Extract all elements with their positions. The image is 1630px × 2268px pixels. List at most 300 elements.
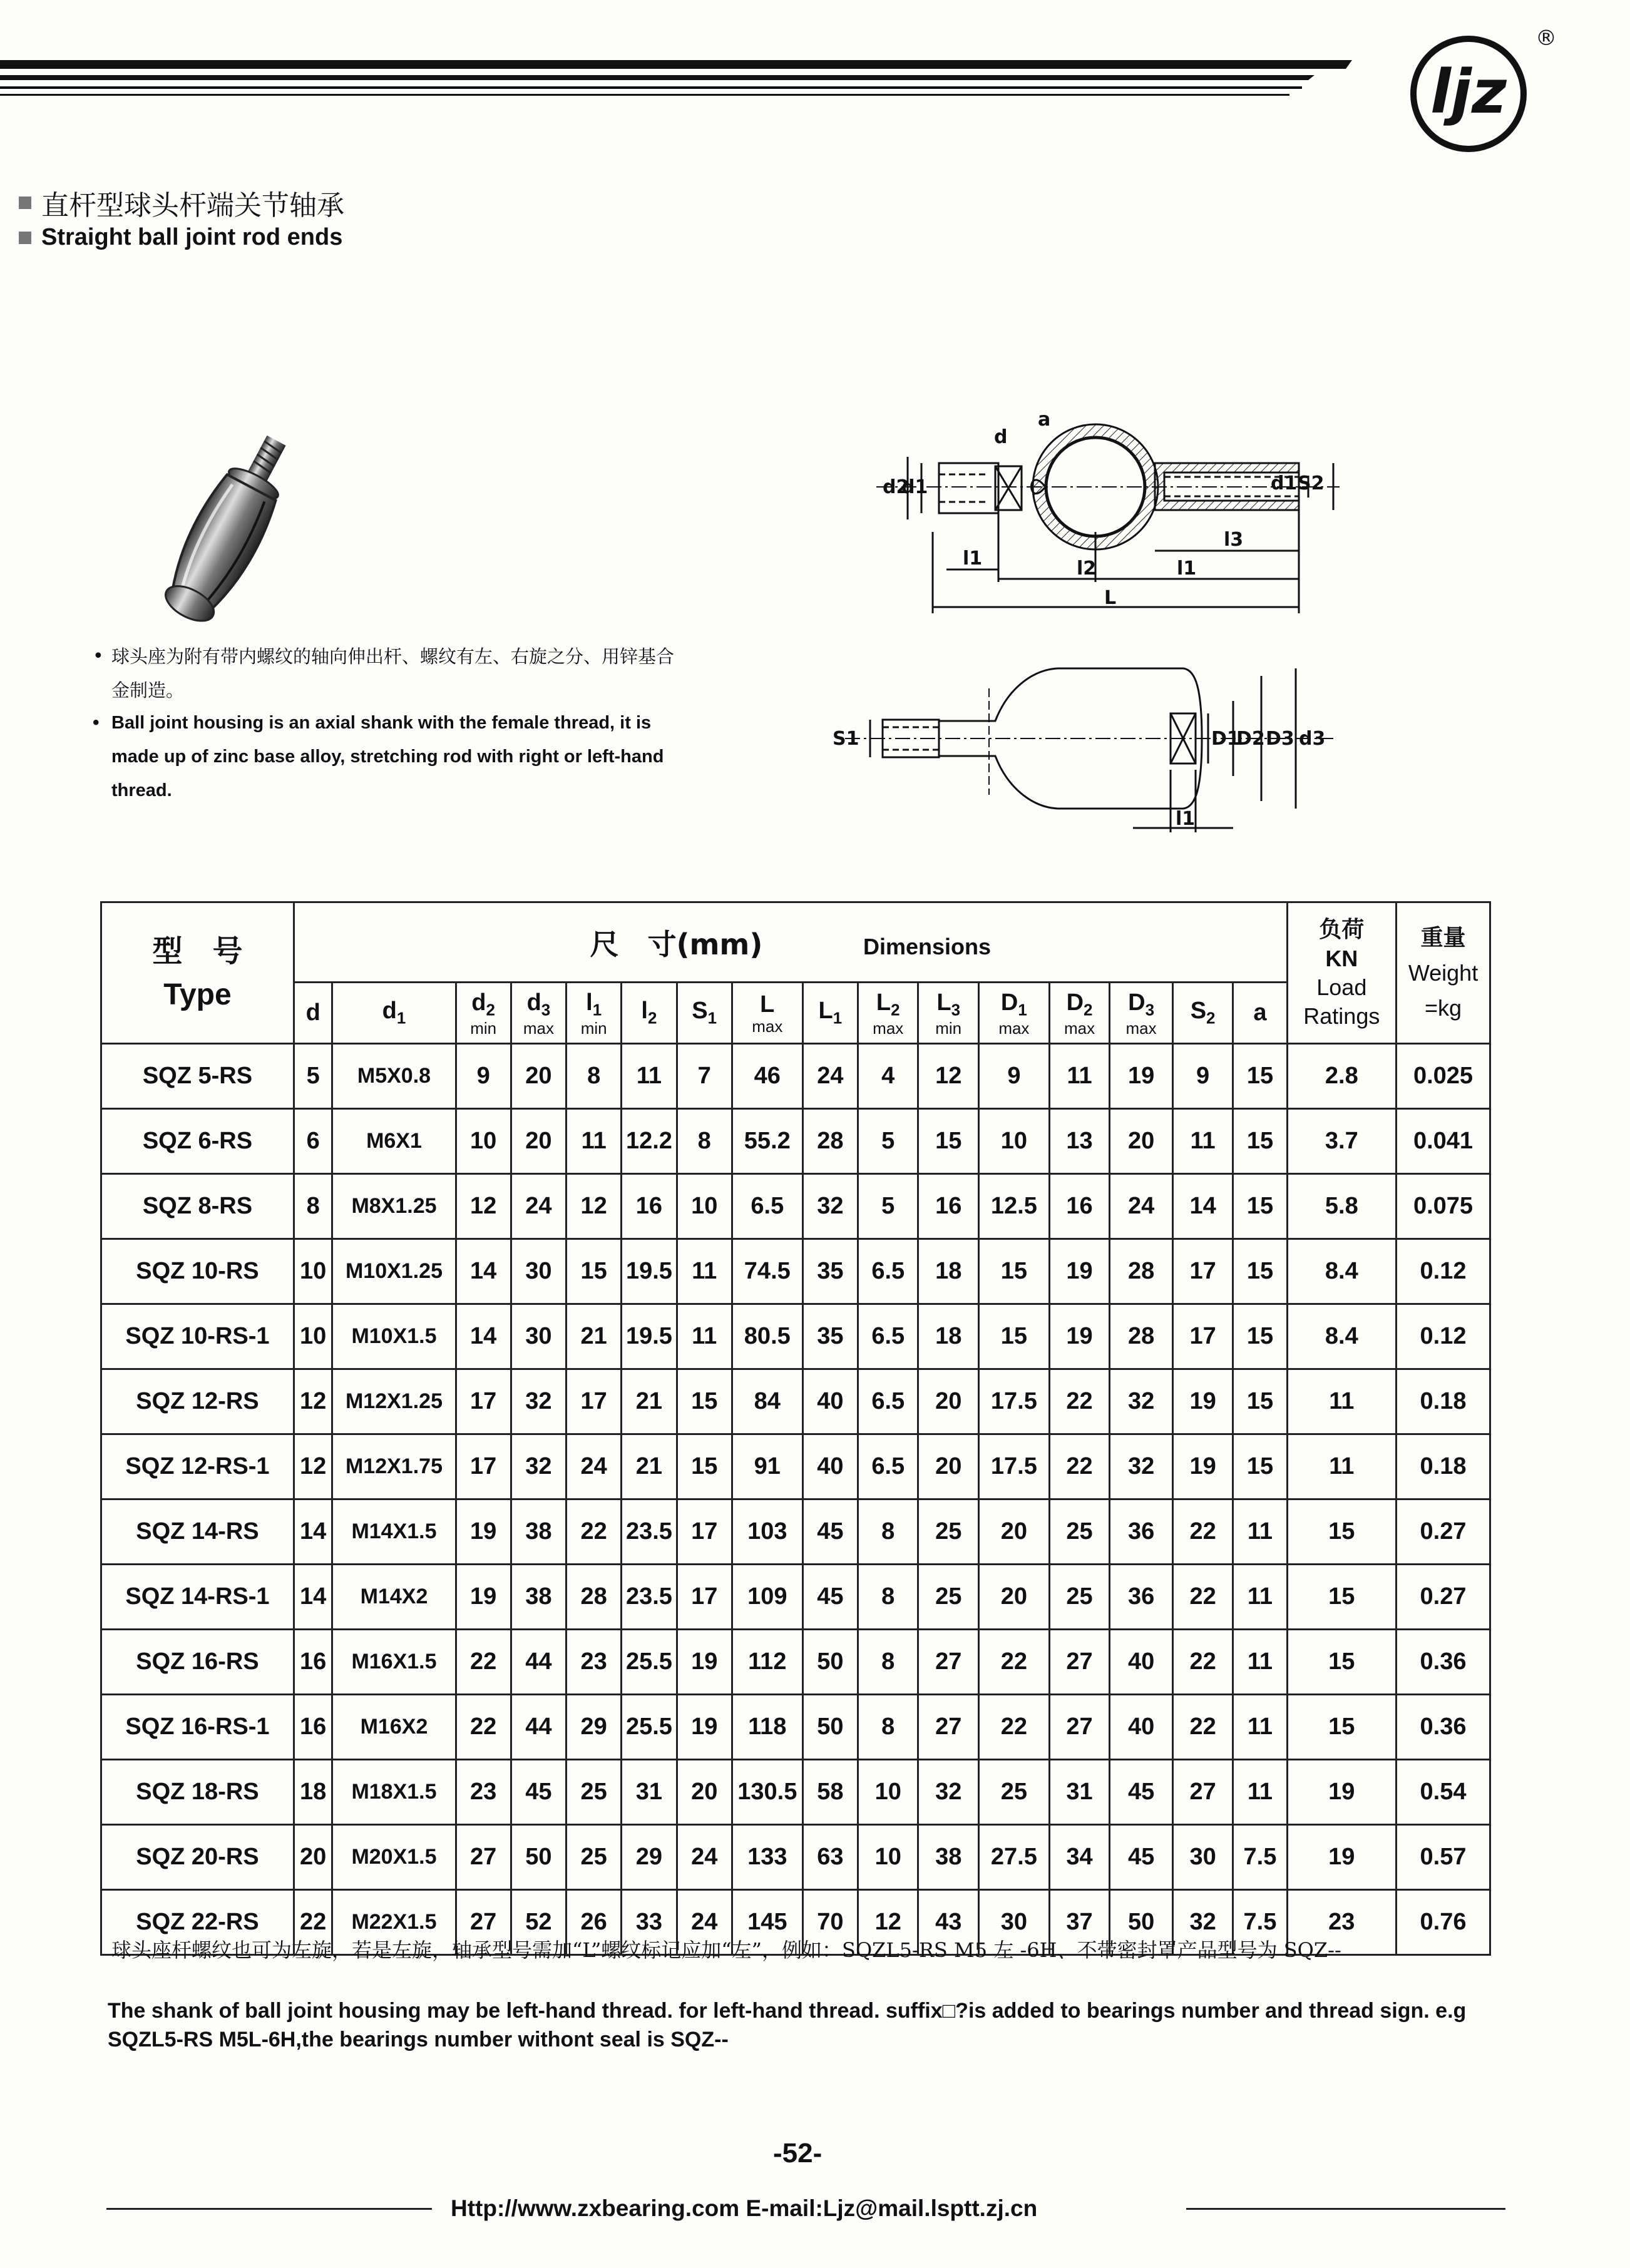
column-header-limit: min: [580, 1018, 607, 1038]
value-cell: 0.041: [1397, 1109, 1490, 1174]
value-cell: 17.5: [978, 1434, 1049, 1499]
value-cell: 40: [1110, 1630, 1173, 1695]
value-cell: 23: [456, 1760, 511, 1825]
value-cell: M14X1.5: [332, 1499, 456, 1565]
bullet-dot: •: [93, 645, 104, 667]
value-cell: 30: [1172, 1825, 1233, 1890]
value-cell: 19: [677, 1630, 732, 1695]
value-cell: 14: [294, 1499, 332, 1565]
table-row: [101, 1174, 1490, 1239]
value-cell: 25: [918, 1565, 978, 1630]
dimensions-header: [294, 902, 1287, 983]
value-cell: 15: [1233, 1109, 1287, 1174]
value-cell: 29: [622, 1825, 677, 1890]
weight-header-en: Weight: [1408, 959, 1479, 986]
value-cell: 0.18: [1397, 1369, 1490, 1434]
value-cell: 25: [566, 1760, 622, 1825]
column-header: [1233, 983, 1287, 1044]
value-cell: 19: [456, 1499, 511, 1565]
column-header-limit: min: [470, 1018, 497, 1038]
value-cell: 11: [1049, 1044, 1109, 1109]
value-cell: 8.4: [1287, 1304, 1396, 1369]
value-cell: 20: [1110, 1109, 1173, 1174]
value-cell: 32: [511, 1434, 566, 1499]
value-cell: 46: [732, 1044, 802, 1109]
column-header-limit: max: [523, 1018, 554, 1038]
value-cell: 5: [858, 1174, 918, 1239]
value-cell: 26: [566, 1890, 622, 1955]
value-cell: 22: [456, 1630, 511, 1695]
column-header: [978, 983, 1049, 1044]
page-number: -52-: [773, 2138, 823, 2168]
type-cell: SQZ 8-RS: [101, 1174, 294, 1239]
value-cell: 17: [566, 1369, 622, 1434]
column-header-symbol: a: [1253, 999, 1267, 1026]
value-cell: 80.5: [732, 1304, 802, 1369]
value-cell: M20X1.5: [332, 1825, 456, 1890]
value-cell: 21: [622, 1434, 677, 1499]
value-cell: 35: [802, 1304, 858, 1369]
load-header-cn: 负荷: [1319, 916, 1365, 942]
value-cell: 19: [1049, 1304, 1109, 1369]
load-header: [1287, 902, 1396, 1044]
value-cell: 20: [511, 1044, 566, 1109]
table-row: [101, 1695, 1490, 1760]
value-cell: 6: [294, 1109, 332, 1174]
value-cell: 17: [456, 1369, 511, 1434]
weight-header-unit: =kg: [1425, 994, 1462, 1021]
value-cell: 11: [1233, 1760, 1287, 1825]
value-cell: 40: [802, 1369, 858, 1434]
value-cell: 15: [1287, 1630, 1396, 1695]
description-en-text: Ball joint housing is an axial shank with the female thread, it is made up of zinc base alloy, stretching rod with right or left-hand thread.: [111, 713, 664, 800]
value-cell: 25: [1049, 1565, 1109, 1630]
value-cell: 50: [802, 1630, 858, 1695]
column-header-subscript: 1: [1018, 1000, 1027, 1019]
column-header-symbol: S: [1190, 998, 1207, 1024]
value-cell: 23.5: [622, 1499, 677, 1565]
value-cell: M16X1.5: [332, 1630, 456, 1695]
value-cell: M6X1: [332, 1109, 456, 1174]
value-cell: 22: [978, 1695, 1049, 1760]
drawing-label: D3: [1266, 728, 1294, 750]
value-cell: 0.76: [1397, 1890, 1490, 1955]
value-cell: 109: [732, 1565, 802, 1630]
column-header-subscript: 1: [396, 1008, 406, 1028]
value-cell: 9: [1172, 1044, 1233, 1109]
value-cell: 19: [1049, 1239, 1109, 1304]
value-cell: 28: [566, 1565, 622, 1630]
type-cell: SQZ 10-RS-1: [101, 1304, 294, 1369]
value-cell: 24: [511, 1174, 566, 1239]
column-header-symbol: d: [382, 998, 397, 1024]
column-header-symbol: l: [641, 998, 648, 1024]
value-cell: 13: [1049, 1109, 1109, 1174]
value-cell: 24: [1110, 1174, 1173, 1239]
value-cell: 38: [511, 1499, 566, 1565]
value-cell: 133: [732, 1825, 802, 1890]
registered-mark: ®: [1535, 26, 1557, 51]
value-cell: 8: [858, 1695, 918, 1760]
value-cell: 63: [802, 1825, 858, 1890]
value-cell: 30: [978, 1890, 1049, 1955]
value-cell: 45: [802, 1499, 858, 1565]
table-row: [101, 1109, 1490, 1174]
value-cell: 11: [566, 1109, 622, 1174]
bullet-dot: •: [93, 712, 100, 733]
value-cell: 91: [732, 1434, 802, 1499]
column-header: [918, 983, 978, 1044]
value-cell: 15: [1287, 1695, 1396, 1760]
value-cell: 22: [566, 1499, 622, 1565]
value-cell: 0.12: [1397, 1304, 1490, 1369]
column-header: [732, 983, 802, 1044]
value-cell: 32: [802, 1174, 858, 1239]
value-cell: 34: [1049, 1825, 1109, 1890]
value-cell: 16: [294, 1695, 332, 1760]
value-cell: 15: [918, 1109, 978, 1174]
value-cell: 24: [802, 1044, 858, 1109]
value-cell: 20: [677, 1760, 732, 1825]
column-header: [677, 983, 732, 1044]
table-row: [101, 1239, 1490, 1304]
value-cell: 16: [918, 1174, 978, 1239]
value-cell: 0.025: [1397, 1044, 1490, 1109]
value-cell: 6.5: [858, 1239, 918, 1304]
value-cell: 11: [1172, 1109, 1233, 1174]
value-cell: 22: [1172, 1630, 1233, 1695]
type-cell: SQZ 5-RS: [101, 1044, 294, 1109]
value-cell: 5: [294, 1044, 332, 1109]
table-row: [101, 1760, 1490, 1825]
drawing-label: l1: [1177, 558, 1197, 580]
title-cn-text: 直杆型球头杆端关节轴承: [41, 190, 344, 222]
specification-rows: [101, 1044, 1490, 1955]
value-cell: 3.7: [1287, 1109, 1396, 1174]
type-cell: SQZ 14-RS-1: [101, 1565, 294, 1630]
value-cell: 19.5: [622, 1304, 677, 1369]
value-cell: 25.5: [622, 1695, 677, 1760]
value-cell: 16: [622, 1174, 677, 1239]
value-cell: 0.075: [1397, 1174, 1490, 1239]
value-cell: 25: [566, 1825, 622, 1890]
value-cell: 45: [511, 1760, 566, 1825]
value-cell: 20: [918, 1369, 978, 1434]
table-row: [101, 1434, 1490, 1499]
value-cell: 17: [1172, 1239, 1233, 1304]
column-header-symbol: d: [305, 999, 320, 1026]
value-cell: 25: [918, 1499, 978, 1565]
column-header-subscript: 1: [707, 1008, 717, 1028]
column-header-limit: min: [935, 1018, 962, 1038]
footer-rule-left: [106, 2208, 432, 2210]
value-cell: 14: [1172, 1174, 1233, 1239]
value-cell: 11: [1233, 1695, 1287, 1760]
value-cell: 15: [978, 1239, 1049, 1304]
column-header: [294, 983, 332, 1044]
value-cell: 8: [294, 1174, 332, 1239]
value-cell: 5: [858, 1109, 918, 1174]
logo-text: ljz: [1430, 57, 1507, 127]
footnote-chinese: 球头座杆螺纹也可为左旋，若是左旋，轴承型号需加“L”螺纹标记应加“左”，例如：SQZL5-RS M5 左 -6H、不带密封罩产品型号为 SQZ--: [111, 1938, 1341, 1962]
value-cell: 14: [294, 1565, 332, 1630]
value-cell: 6.5: [858, 1304, 918, 1369]
value-cell: M12X1.25: [332, 1369, 456, 1434]
value-cell: 24: [677, 1825, 732, 1890]
title-bullet-square: [19, 232, 31, 244]
value-cell: 22: [294, 1890, 332, 1955]
value-cell: M14X2: [332, 1565, 456, 1630]
drawing-label: d1: [1271, 472, 1298, 494]
drawing-label: d: [994, 426, 1008, 448]
column-header: [1049, 983, 1109, 1044]
type-cell: SQZ 12-RS-1: [101, 1434, 294, 1499]
value-cell: 50: [1110, 1890, 1173, 1955]
value-cell: 0.36: [1397, 1695, 1490, 1760]
value-cell: 23: [1287, 1890, 1396, 1955]
value-cell: 11: [1287, 1434, 1396, 1499]
value-cell: 7.5: [1233, 1890, 1287, 1955]
value-cell: 28: [802, 1109, 858, 1174]
value-cell: 44: [511, 1695, 566, 1760]
drawing-label: l3: [1224, 529, 1244, 551]
value-cell: 74.5: [732, 1239, 802, 1304]
column-header-limit: max: [1125, 1018, 1157, 1038]
value-cell: 145: [732, 1890, 802, 1955]
value-cell: M10X1.25: [332, 1239, 456, 1304]
drawing-label: S1: [833, 728, 859, 750]
value-cell: 24: [677, 1890, 732, 1955]
value-cell: 19: [677, 1695, 732, 1760]
column-header-subscript: 1: [833, 1008, 843, 1028]
value-cell: 17: [1172, 1304, 1233, 1369]
value-cell: 27: [456, 1890, 511, 1955]
value-cell: 6.5: [732, 1174, 802, 1239]
value-cell: 22: [978, 1630, 1049, 1695]
column-header-limit: max: [752, 1017, 783, 1036]
value-cell: 11: [677, 1304, 732, 1369]
value-cell: 17: [456, 1434, 511, 1499]
value-cell: 52: [511, 1890, 566, 1955]
column-header: [511, 983, 566, 1044]
value-cell: 7.5: [1233, 1825, 1287, 1890]
column-header-symbol: d: [526, 989, 541, 1016]
value-cell: 31: [622, 1760, 677, 1825]
value-cell: 15: [1233, 1369, 1287, 1434]
value-cell: 28: [1110, 1304, 1173, 1369]
value-cell: 25: [978, 1760, 1049, 1825]
value-cell: 15: [677, 1369, 732, 1434]
value-cell: 0.12: [1397, 1239, 1490, 1304]
type-header-en: Type: [163, 978, 232, 1011]
value-cell: 12: [456, 1174, 511, 1239]
value-cell: 27: [918, 1695, 978, 1760]
value-cell: 12: [858, 1890, 918, 1955]
type-cell: SQZ 12-RS: [101, 1369, 294, 1434]
value-cell: 20: [294, 1825, 332, 1890]
value-cell: 25.5: [622, 1630, 677, 1695]
value-cell: 9: [456, 1044, 511, 1109]
value-cell: 32: [1172, 1890, 1233, 1955]
weight-header-cn: 重量: [1420, 924, 1466, 951]
type-cell: SQZ 16-RS-1: [101, 1695, 294, 1760]
drawing-label: d3: [1299, 728, 1326, 750]
value-cell: 32: [918, 1760, 978, 1825]
column-header-symbol: D: [1066, 989, 1084, 1016]
column-header: [858, 983, 918, 1044]
weight-header: [1397, 902, 1490, 1044]
value-cell: 22: [456, 1695, 511, 1760]
value-cell: 15: [1287, 1499, 1396, 1565]
drawing-label: d2: [883, 476, 910, 498]
table-row: [101, 1369, 1490, 1434]
value-cell: 84: [732, 1369, 802, 1434]
column-header: [566, 983, 622, 1044]
value-cell: 23: [566, 1630, 622, 1695]
drawing-label: L: [1104, 587, 1117, 609]
dimensions-header-cn: 尺 寸(mm): [590, 927, 763, 961]
specification-table: [100, 901, 1491, 1956]
column-header-subscript: 2: [1084, 1000, 1093, 1019]
value-cell: M18X1.5: [332, 1760, 456, 1825]
column-header-symbol: L: [936, 989, 951, 1016]
value-cell: 44: [511, 1630, 566, 1695]
value-cell: 38: [511, 1565, 566, 1630]
value-cell: 27.5: [978, 1825, 1049, 1890]
value-cell: 112: [732, 1630, 802, 1695]
value-cell: 12: [294, 1434, 332, 1499]
technical-drawing-section: [839, 407, 1352, 632]
value-cell: 10: [858, 1760, 918, 1825]
dimensions-header-en: Dimensions: [863, 933, 991, 959]
value-cell: 43: [918, 1890, 978, 1955]
table-row: [101, 1304, 1490, 1369]
value-cell: M8X1.25: [332, 1174, 456, 1239]
value-cell: 103: [732, 1499, 802, 1565]
value-cell: 27: [1049, 1630, 1109, 1695]
value-cell: 0.36: [1397, 1630, 1490, 1695]
column-header-symbol: L: [818, 998, 833, 1024]
value-cell: 23.5: [622, 1565, 677, 1630]
value-cell: 45: [1110, 1825, 1173, 1890]
value-cell: 12.2: [622, 1109, 677, 1174]
column-header-symbol: L: [876, 989, 891, 1016]
table-row: [101, 1499, 1490, 1565]
value-cell: 0.27: [1397, 1499, 1490, 1565]
value-cell: 27: [1172, 1760, 1233, 1825]
value-cell: 10: [294, 1304, 332, 1369]
column-header-subscript: 2: [647, 1008, 657, 1028]
type-header-cn: 型 号: [152, 933, 243, 969]
column-header: [332, 983, 456, 1044]
value-cell: 35: [802, 1239, 858, 1304]
value-cell: 0.18: [1397, 1434, 1490, 1499]
column-header-row: [101, 983, 1490, 1044]
value-cell: 19: [1110, 1044, 1173, 1109]
value-cell: 19: [456, 1565, 511, 1630]
value-cell: 36: [1110, 1499, 1173, 1565]
value-cell: M12X1.75: [332, 1434, 456, 1499]
value-cell: 19: [1287, 1760, 1396, 1825]
value-cell: 11: [1233, 1565, 1287, 1630]
value-cell: 22: [1172, 1695, 1233, 1760]
value-cell: 11: [1233, 1499, 1287, 1565]
value-cell: 15: [978, 1304, 1049, 1369]
column-header-subscript: 1: [592, 1000, 602, 1019]
value-cell: 22: [1049, 1369, 1109, 1434]
title-en-text: Straight ball joint rod ends: [41, 224, 343, 250]
product-photo-ball-joint: [141, 429, 316, 635]
drawing-label: D1: [1211, 728, 1240, 750]
table-row: [101, 1630, 1490, 1695]
value-cell: 30: [511, 1239, 566, 1304]
value-cell: 15: [1233, 1304, 1287, 1369]
value-cell: 9: [978, 1044, 1049, 1109]
value-cell: 40: [802, 1434, 858, 1499]
load-header-en: Load Ratings: [1303, 974, 1380, 1029]
table-row: [101, 1565, 1490, 1630]
table-row: [101, 1044, 1490, 1109]
value-cell: 50: [511, 1825, 566, 1890]
drawing-label: l1: [963, 548, 983, 570]
column-header-subscript: 2: [486, 1000, 495, 1019]
value-cell: 21: [622, 1369, 677, 1434]
value-cell: 11: [622, 1044, 677, 1109]
value-cell: 11: [677, 1239, 732, 1304]
value-cell: 16: [294, 1630, 332, 1695]
value-cell: M16X2: [332, 1695, 456, 1760]
value-cell: 22: [1172, 1499, 1233, 1565]
column-header: [456, 983, 511, 1044]
value-cell: 32: [1110, 1434, 1173, 1499]
value-cell: 10: [858, 1825, 918, 1890]
type-header: [101, 902, 294, 1044]
value-cell: 25: [1049, 1499, 1109, 1565]
value-cell: 10: [456, 1109, 511, 1174]
value-cell: 17: [677, 1499, 732, 1565]
drawing-label: S2: [1298, 472, 1325, 494]
value-cell: 18: [918, 1304, 978, 1369]
column-header-symbol: D: [1128, 989, 1146, 1016]
value-cell: 15: [1233, 1174, 1287, 1239]
value-cell: 20: [978, 1499, 1049, 1565]
value-cell: 19.5: [622, 1239, 677, 1304]
footer-rule-right: [1186, 2208, 1505, 2210]
technical-drawing-top-view: [820, 651, 1352, 845]
value-cell: 11: [1287, 1369, 1396, 1434]
value-cell: 45: [1110, 1760, 1173, 1825]
column-header-limit: max: [1064, 1018, 1095, 1038]
value-cell: M22X1.5: [332, 1890, 456, 1955]
value-cell: 32: [511, 1369, 566, 1434]
value-cell: 118: [732, 1695, 802, 1760]
value-cell: 15: [1287, 1565, 1396, 1630]
value-cell: 8: [677, 1109, 732, 1174]
value-cell: M10X1.5: [332, 1304, 456, 1369]
type-cell: SQZ 22-RS: [101, 1890, 294, 1955]
value-cell: 2.8: [1287, 1044, 1396, 1109]
value-cell: 19: [1172, 1369, 1233, 1434]
value-cell: 8: [858, 1565, 918, 1630]
column-header: [1172, 983, 1233, 1044]
type-cell: SQZ 10-RS: [101, 1239, 294, 1304]
value-cell: 32: [1110, 1369, 1173, 1434]
value-cell: 6.5: [858, 1434, 918, 1499]
type-cell: SQZ 18-RS: [101, 1760, 294, 1825]
footnote-english: The shank of ball joint housing may be left-hand thread. for left-hand thread. suffix□?is added to bearings number and thread sign. e.g SQZL5-RS M5L-6H,the bearings number withont seal is SQZ--: [108, 1999, 1467, 2051]
value-cell: 20: [511, 1109, 566, 1174]
column-header-symbol: D: [1000, 989, 1018, 1016]
